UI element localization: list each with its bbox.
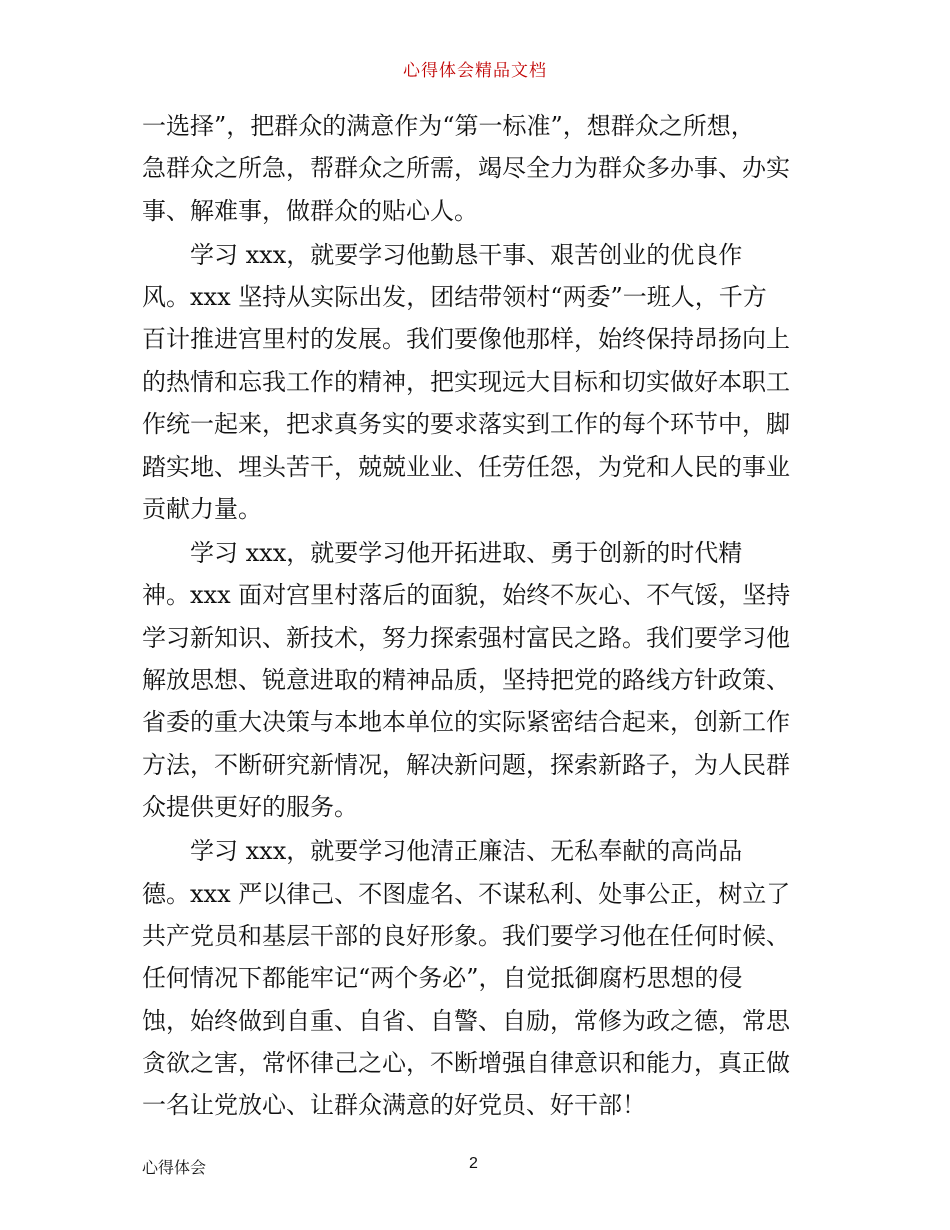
text-line: 的热情和忘我工作的精神，把实现远大目标和切实做好本职工 — [142, 367, 790, 396]
text-line: 作统一起来，把求真务实的要求落实到工作的每个环节中，脚 — [142, 410, 790, 439]
text-line: 众提供更好的服务。 — [142, 793, 358, 822]
document-header-title: 心得体会精品文档 — [403, 61, 547, 81]
text-line: 风。xxx 坚持从实际出发，团结带领村“两委”一班人，千方 — [142, 283, 767, 312]
text-line: 学习新知识、新技术，努力探索强村富民之路。我们要学习他 — [142, 623, 790, 652]
footer-label: 心得体会 — [142, 1158, 207, 1177]
text-line: 任何情况下都能牢记“两个务必”，自觉抵御腐朽思想的侵 — [142, 964, 743, 993]
paragraph — [142, 532, 814, 829]
text-line: 一名让党放心、让群众满意的好党员、好干部！ — [142, 1091, 646, 1120]
text-line: 共产党员和基层干部的良好形象。我们要学习他在任何时候、 — [142, 921, 790, 950]
text-line: 省委的重大决策与本地本单位的实际紧密结合起来，创新工作 — [142, 708, 790, 737]
text-line: 方法，不断研究新情况，解决新问题，探索新路子，为人民群 — [142, 750, 790, 779]
paragraph — [142, 105, 814, 232]
text-line: 一选择”，把群众的满意作为“第一标准”，想群众之所想， — [142, 112, 755, 140]
text-line: 百计推进宫里村的发展。我们要像他那样，始终保持昂扬向上 — [142, 325, 790, 354]
text-line: 事、解难事，做群众的贴心人。 — [142, 196, 478, 225]
text-line: 急群众之所急，帮群众之所需，竭尽全力为群众多办事、办实 — [142, 154, 790, 183]
text-line: 踏实地、埋头苦干，兢兢业业、任劳任怨，为党和人民的事业 — [142, 452, 790, 481]
text-line: 贪欲之害，常怀律己之心，不断增强自律意识和能力，真正做 — [142, 1049, 790, 1078]
paragraph — [142, 830, 814, 1127]
page-number: 2 — [469, 1155, 478, 1172]
text-line: 学习 xxx，就要学习他勤恳干事、艰苦创业的优良作 — [142, 240, 743, 269]
text-line: 蚀，始终做到自重、自省、自警、自励，常修为政之德，常思 — [142, 1006, 790, 1035]
paragraph — [142, 234, 814, 531]
text-line: 德。xxx 严以律己、不图虚名、不谋私利、处事公正，树立了 — [142, 879, 791, 908]
text-line: 贡献力量。 — [142, 495, 262, 524]
text-line: 学习 xxx，就要学习他开拓进取、勇于创新的时代精 — [142, 538, 743, 567]
document-body — [142, 105, 814, 1127]
text-line: 学习 xxx，就要学习他清正廉洁、无私奉献的高尚品 — [142, 837, 743, 866]
text-line: 神。xxx 面对宫里村落后的面貌，始终不灰心、不气馁，坚持 — [142, 581, 791, 610]
text-line: 解放思想、锐意进取的精神品质，坚持把党的路线方针政策、 — [142, 666, 790, 695]
